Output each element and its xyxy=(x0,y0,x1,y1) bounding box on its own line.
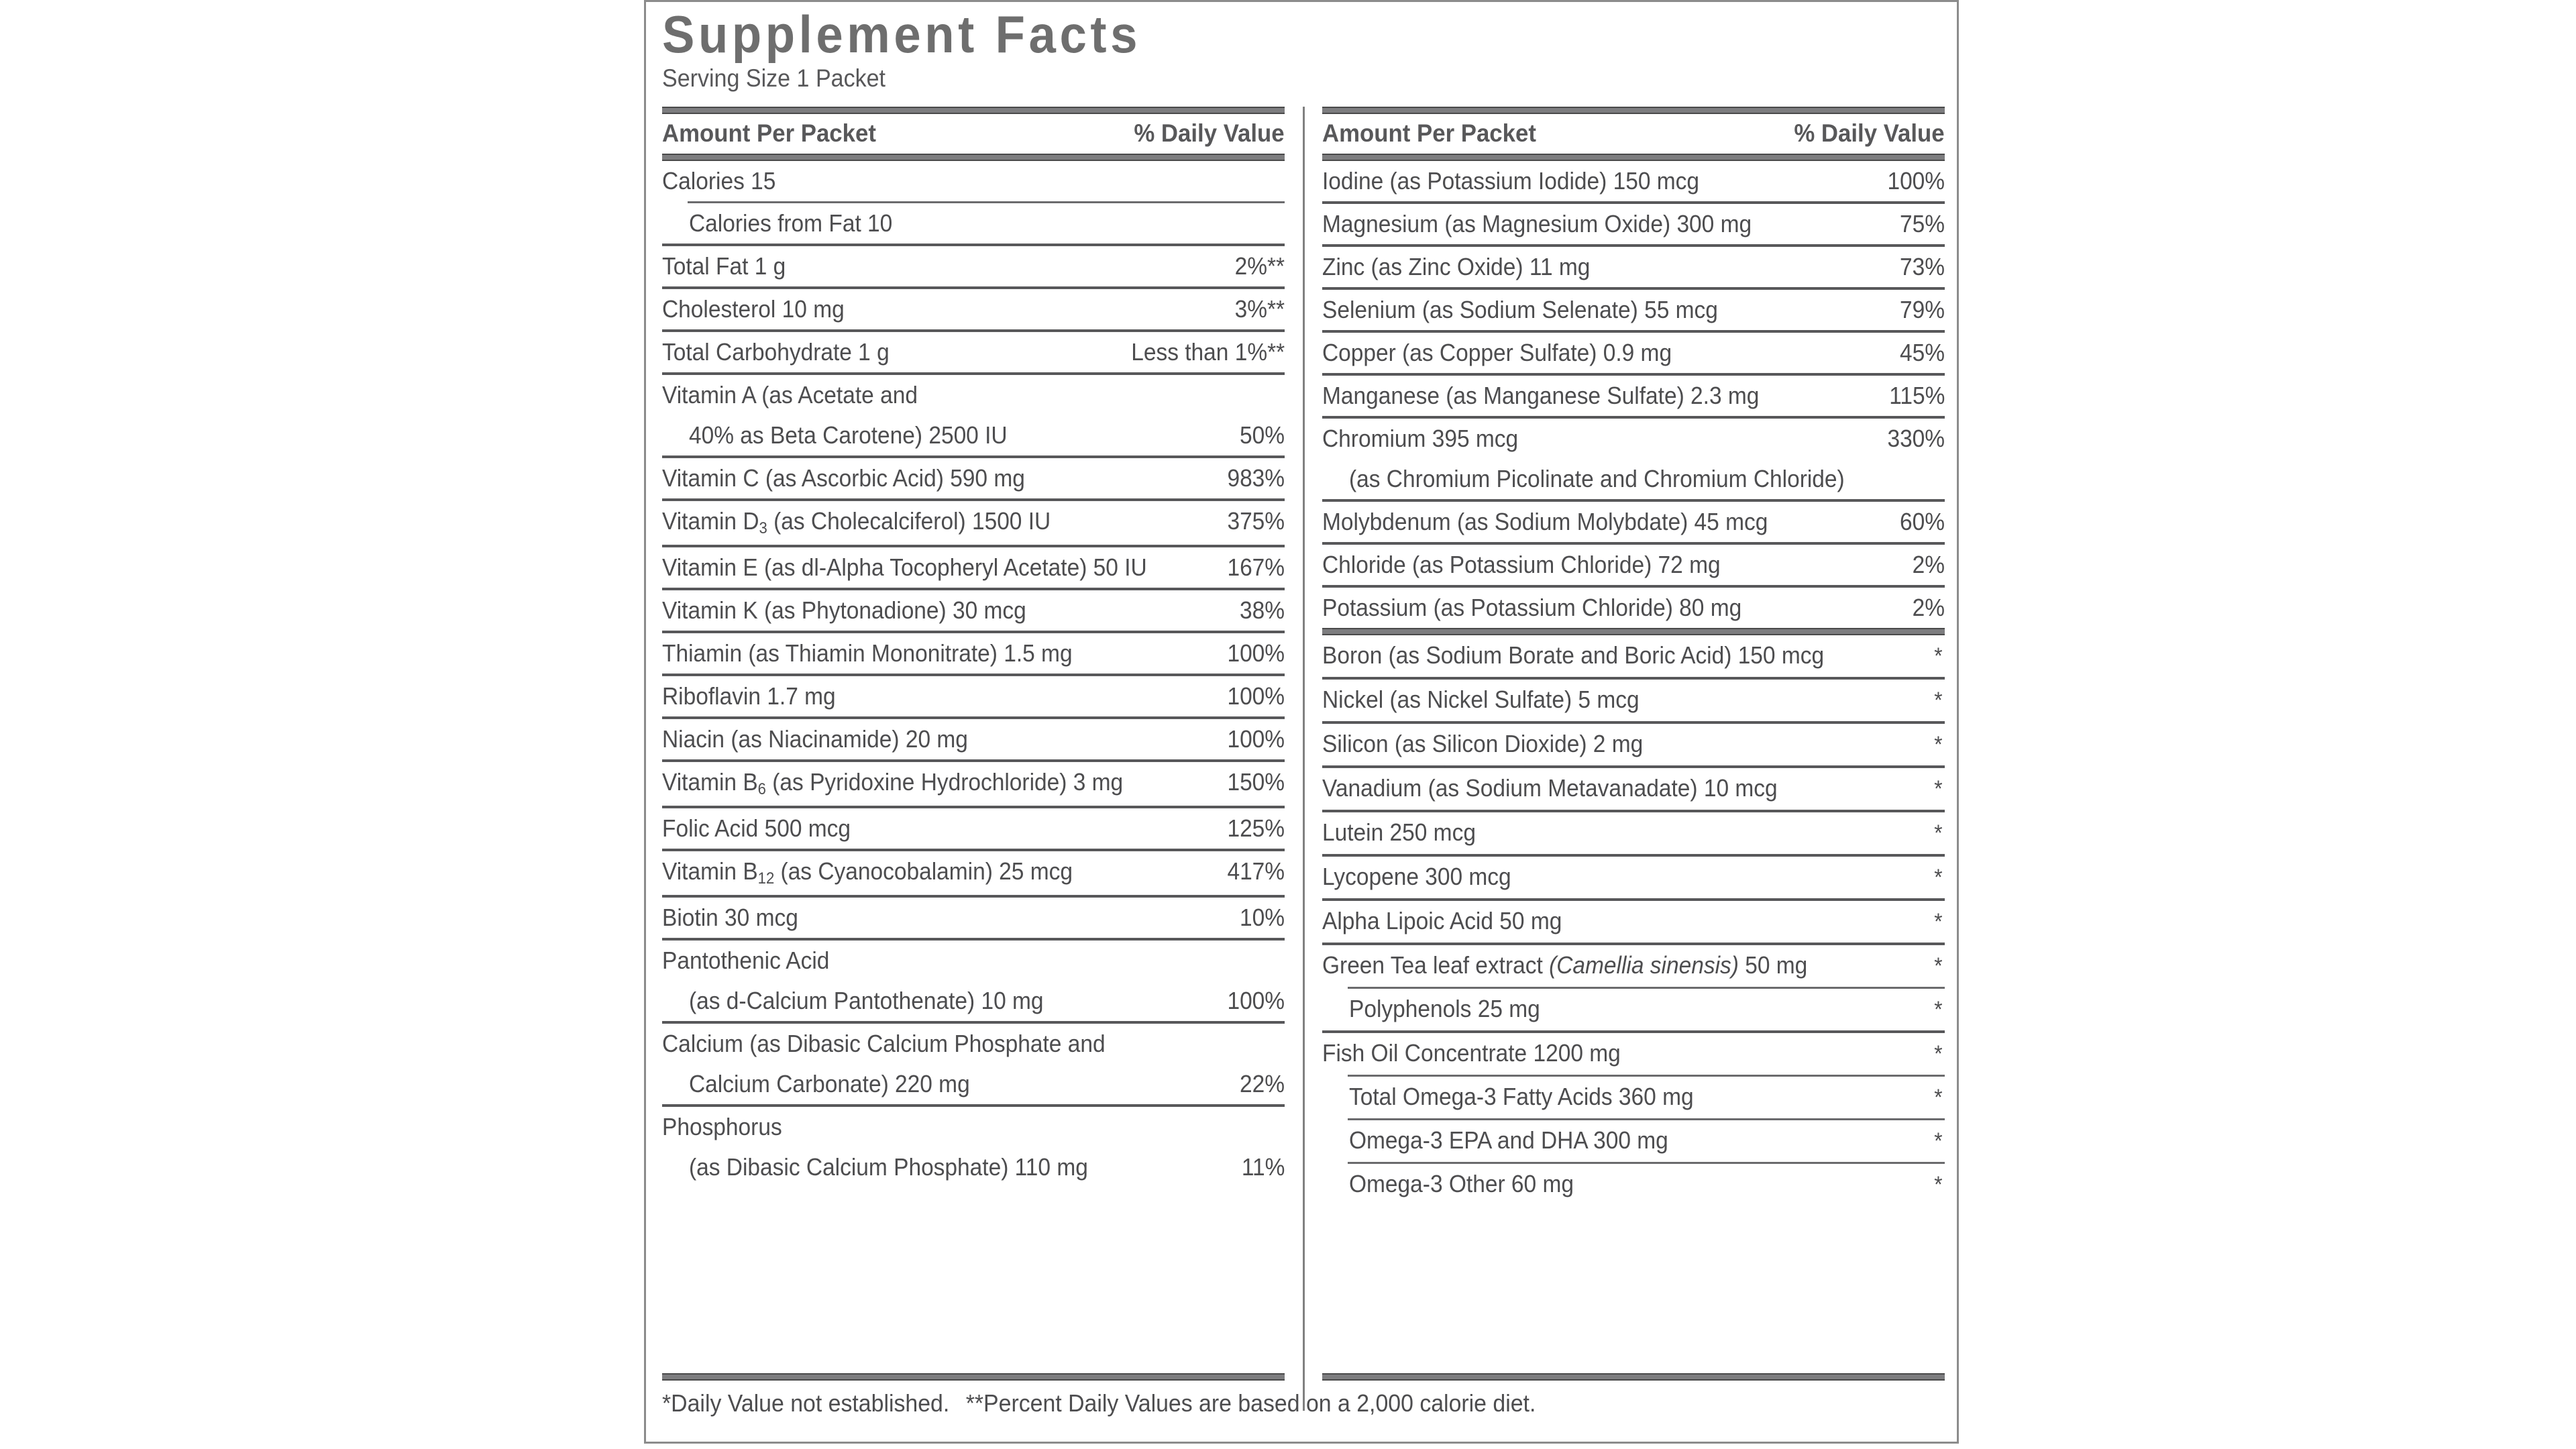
nutrient-daily-value: * xyxy=(1933,997,1943,1022)
page-title: Supplement Facts xyxy=(662,5,1142,64)
nutrient-name: Phosphorus xyxy=(662,1113,782,1140)
nutrient-name: Total Omega-3 Fatty Acids 360 mg xyxy=(1349,1083,1694,1110)
nutrient-daily-value: 100% xyxy=(1227,639,1285,667)
nutrient-daily-value: 330% xyxy=(1887,425,1945,452)
nutrient-daily-value: * xyxy=(1933,909,1943,934)
nutrient-daily-value: 60% xyxy=(1899,508,1945,535)
footnote-star-text: *Daily Value not established. xyxy=(662,1389,950,1417)
nutrient-row xyxy=(662,332,1285,372)
nutrient-name: Calories 15 xyxy=(662,167,776,195)
nutrient-row xyxy=(662,808,1285,849)
footnote-rule-left xyxy=(662,1373,1285,1381)
daily-value-label-right: % Daily Value xyxy=(1794,119,1945,147)
nutrient-name: (as Dibasic Calcium Phosphate) 110 mg xyxy=(689,1153,1088,1181)
nutrient-daily-value: 50% xyxy=(1239,421,1285,449)
nutrient-row xyxy=(1322,812,1945,854)
nutrient-name: Vanadium (as Sodium Metavanadate) 10 mcg xyxy=(1322,774,1778,802)
nutrient-row xyxy=(1322,680,1945,721)
section-rule xyxy=(1322,628,1945,635)
right-nutrient-rows xyxy=(1322,161,1945,1205)
nutrient-name: Pantothenic Acid xyxy=(662,947,830,974)
nutrient-daily-value: 115% xyxy=(1888,382,1945,409)
footnote-area xyxy=(662,1373,1945,1420)
nutrient-daily-value: * xyxy=(1933,865,1943,890)
nutrient-row xyxy=(1322,502,1945,542)
nutrient-daily-value: * xyxy=(1933,820,1943,846)
nutrient-row xyxy=(1322,161,1945,201)
nutrient-name: Copper (as Copper Sulfate) 0.9 mg xyxy=(1322,339,1672,366)
nutrient-name: Manganese (as Manganese Sulfate) 2.3 mg xyxy=(1322,382,1760,409)
nutrient-name: Boron (as Sodium Borate and Boric Acid) 150 mcg xyxy=(1322,641,1825,669)
nutrient-daily-value: 100% xyxy=(1227,725,1285,753)
nutrient-row xyxy=(1322,768,1945,810)
nutrient-row xyxy=(1322,588,1945,628)
nutrient-row xyxy=(662,590,1285,631)
nutrient-name: Magnesium (as Magnesium Oxide) 300 mg xyxy=(1322,210,1752,237)
title-block xyxy=(662,6,1306,93)
right-column xyxy=(1322,107,1945,1371)
footnote-doublestar-text: **Percent Daily Values are based on a 2,000 calorie diet. xyxy=(965,1389,1536,1417)
nutrient-row xyxy=(662,719,1285,759)
nutrient-row xyxy=(662,851,1285,895)
nutrient-row xyxy=(662,375,1285,415)
nutrient-name: Omega-3 Other 60 mg xyxy=(1349,1170,1574,1197)
nutrient-daily-value: 22% xyxy=(1239,1070,1285,1097)
nutrition-columns xyxy=(662,107,1945,1371)
nutrient-daily-value: 100% xyxy=(1887,167,1945,195)
nutrient-daily-value: 167% xyxy=(1227,553,1285,581)
nutrient-name: Niacin (as Niacinamide) 20 mg xyxy=(662,725,968,753)
nutrient-daily-value: 3%** xyxy=(1234,295,1285,323)
nutrient-daily-value: 2% xyxy=(1912,594,1945,621)
nutrient-row xyxy=(662,676,1285,716)
nutrient-name: Cholesterol 10 mg xyxy=(662,295,845,323)
nutrient-name: Lutein 250 mcg xyxy=(1322,818,1476,846)
nutrient-daily-value: 2% xyxy=(1912,551,1945,578)
nutrient-daily-value: 45% xyxy=(1899,339,1945,366)
nutrient-daily-value: 11% xyxy=(1241,1153,1285,1181)
nutrient-daily-value: 125% xyxy=(1227,814,1285,842)
supplement-facts-label xyxy=(644,0,1959,1444)
column-divider xyxy=(1303,107,1305,1411)
nutrient-name: Riboflavin 1.7 mg xyxy=(662,682,836,710)
header-rule-top-right xyxy=(1322,107,1945,114)
nutrient-daily-value: 983% xyxy=(1227,464,1285,492)
nutrient-name: Omega-3 EPA and DHA 300 mg xyxy=(1349,1126,1668,1154)
nutrient-row xyxy=(662,1064,1285,1104)
footnote-rule-right xyxy=(1322,1373,1945,1381)
nutrient-row xyxy=(1322,459,1945,499)
nutrient-row xyxy=(1322,945,1945,987)
nutrient-row xyxy=(1322,1164,1945,1205)
nutrient-daily-value: * xyxy=(1933,953,1943,979)
nutrient-name: Molybdenum (as Sodium Molybdate) 45 mcg xyxy=(1322,508,1768,535)
nutrient-name: Potassium (as Potassium Chloride) 80 mg xyxy=(1322,594,1742,621)
nutrient-name: Chloride (as Potassium Chloride) 72 mg xyxy=(1322,551,1721,578)
nutrient-row xyxy=(1322,901,1945,943)
nutrient-row xyxy=(662,203,1285,244)
nutrient-row xyxy=(662,633,1285,674)
nutrient-name: Green Tea leaf extract (Camellia sinensis) 50 mg xyxy=(1322,951,1808,979)
footnote-text xyxy=(662,1381,1868,1420)
nutrient-row xyxy=(1322,376,1945,416)
nutrient-row xyxy=(662,415,1285,455)
nutrient-name: Fish Oil Concentrate 1200 mg xyxy=(1322,1039,1621,1067)
nutrient-name: Silicon (as Silicon Dioxide) 2 mg xyxy=(1322,730,1644,757)
nutrient-daily-value: * xyxy=(1933,1128,1943,1154)
nutrient-row xyxy=(662,1107,1285,1147)
nutrient-daily-value: * xyxy=(1933,1041,1943,1067)
nutrient-name: Total Carbohydrate 1 g xyxy=(662,338,890,366)
nutrient-row xyxy=(662,458,1285,498)
nutrient-name: Alpha Lipoic Acid 50 mg xyxy=(1322,907,1562,934)
nutrient-daily-value: 79% xyxy=(1899,296,1945,323)
nutrient-name: Lycopene 300 mcg xyxy=(1322,863,1511,890)
label-inner xyxy=(662,2,1945,1442)
nutrient-name: Vitamin $B_6$ (as Pyridoxine Hydrochloride) 3 mg xyxy=(662,768,1124,799)
nutrient-daily-value: * xyxy=(1933,732,1943,757)
nutrient-name: Vitamin $D_3$ (as Cholecalciferol) 1500 IU xyxy=(662,507,1051,538)
nutrient-daily-value: * xyxy=(1933,1085,1943,1110)
nutrient-name: Calories from Fat 10 xyxy=(689,209,893,237)
nutrient-name: Zinc (as Zinc Oxide) 11 mg xyxy=(1322,253,1591,280)
left-nutrient-rows xyxy=(662,161,1285,1187)
nutrient-row xyxy=(1322,419,1945,459)
nutrient-daily-value: 100% xyxy=(1227,987,1285,1014)
nutrient-row xyxy=(662,981,1285,1021)
nutrient-name: Biotin 30 mcg xyxy=(662,904,798,931)
nutrient-name: Nickel (as Nickel Sulfate) 5 mcg xyxy=(1322,686,1640,713)
nutrient-row xyxy=(1322,545,1945,585)
nutrient-row xyxy=(662,762,1285,806)
nutrient-row xyxy=(662,289,1285,329)
nutrient-row xyxy=(662,161,1285,201)
nutrient-row xyxy=(1322,635,1945,677)
nutrient-daily-value: * xyxy=(1933,1172,1943,1197)
nutrient-row xyxy=(662,246,1285,286)
nutrient-name: Thiamin (as Thiamin Mononitrate) 1.5 mg xyxy=(662,639,1073,667)
header-rule-bottom-left xyxy=(662,154,1285,161)
nutrient-row xyxy=(1322,204,1945,244)
nutrient-row xyxy=(662,1024,1285,1064)
serving-size-text: Serving Size 1 Packet xyxy=(662,64,886,92)
nutrient-name: (as d-Calcium Pantothenate) 10 mg xyxy=(689,987,1044,1014)
nutrient-name: Selenium (as Sodium Selenate) 55 mcg xyxy=(1322,296,1718,323)
nutrient-name: Iodine (as Potassium Iodide) 150 mcg xyxy=(1322,167,1700,195)
nutrient-row xyxy=(1322,290,1945,330)
nutrient-row xyxy=(1322,1077,1945,1118)
nutrient-name: Calcium Carbonate) 220 mg xyxy=(689,1070,970,1097)
nutrient-daily-value: * xyxy=(1933,643,1943,669)
nutrient-row xyxy=(662,501,1285,545)
nutrient-row xyxy=(1322,247,1945,287)
nutrient-row xyxy=(1322,989,1945,1030)
nutrient-daily-value: 10% xyxy=(1239,904,1285,931)
nutrient-name: Chromium 395 mcg xyxy=(1322,425,1519,452)
nutrient-name: (as Chromium Picolinate and Chromium Chloride) xyxy=(1349,465,1845,492)
nutrient-row xyxy=(1322,724,1945,765)
nutrient-row xyxy=(1322,1120,1945,1162)
nutrient-name: Folic Acid 500 mcg xyxy=(662,814,851,842)
nutrient-name: Vitamin C (as Ascorbic Acid) 590 mg xyxy=(662,464,1025,492)
nutrient-daily-value: 38% xyxy=(1239,596,1285,624)
nutrient-name: Calcium (as Dibasic Calcium Phosphate and xyxy=(662,1030,1106,1057)
nutrient-row xyxy=(662,1147,1285,1187)
amount-per-packet-label-right: Amount Per Packet xyxy=(1322,119,1536,147)
nutrient-row xyxy=(1322,1033,1945,1075)
nutrient-name: 40% as Beta Carotene) 2500 IU xyxy=(689,421,1008,449)
nutrient-name: Vitamin E (as dl-Alpha Tocopheryl Acetate) 50 IU xyxy=(662,553,1147,581)
right-column-header xyxy=(1322,114,1945,154)
header-rule-bottom-right xyxy=(1322,154,1945,161)
nutrient-daily-value: 417% xyxy=(1227,857,1285,885)
nutrient-row xyxy=(1322,857,1945,898)
nutrient-name: Vitamin A (as Acetate and xyxy=(662,381,918,409)
left-column-header xyxy=(662,114,1285,154)
nutrient-name: Vitamin K (as Phytonadione) 30 mcg xyxy=(662,596,1026,624)
nutrient-daily-value: 150% xyxy=(1227,768,1285,796)
nutrient-daily-value: * xyxy=(1933,688,1943,713)
nutrient-daily-value: 75% xyxy=(1899,210,1945,237)
amount-per-packet-label: Amount Per Packet xyxy=(662,119,876,147)
nutrient-daily-value: Less than 1%** xyxy=(1131,338,1285,366)
nutrient-name: Total Fat 1 g xyxy=(662,252,786,280)
nutrient-daily-value: 2%** xyxy=(1234,252,1285,280)
nutrient-daily-value: 100% xyxy=(1227,682,1285,710)
nutrient-row xyxy=(662,941,1285,981)
nutrient-row xyxy=(662,898,1285,938)
left-column xyxy=(662,107,1285,1371)
nutrient-daily-value: 375% xyxy=(1227,507,1285,535)
header-rule-top-left xyxy=(662,107,1285,114)
nutrient-row xyxy=(662,547,1285,588)
nutrient-name: Polyphenols 25 mg xyxy=(1349,995,1540,1022)
nutrient-daily-value: * xyxy=(1933,776,1943,802)
nutrient-name: Vitamin $B_{12}$ (as Cyanocobalamin) 25 mcg xyxy=(662,857,1073,888)
nutrient-row xyxy=(1322,333,1945,373)
daily-value-label: % Daily Value xyxy=(1134,119,1285,147)
nutrient-daily-value: 73% xyxy=(1899,253,1945,280)
